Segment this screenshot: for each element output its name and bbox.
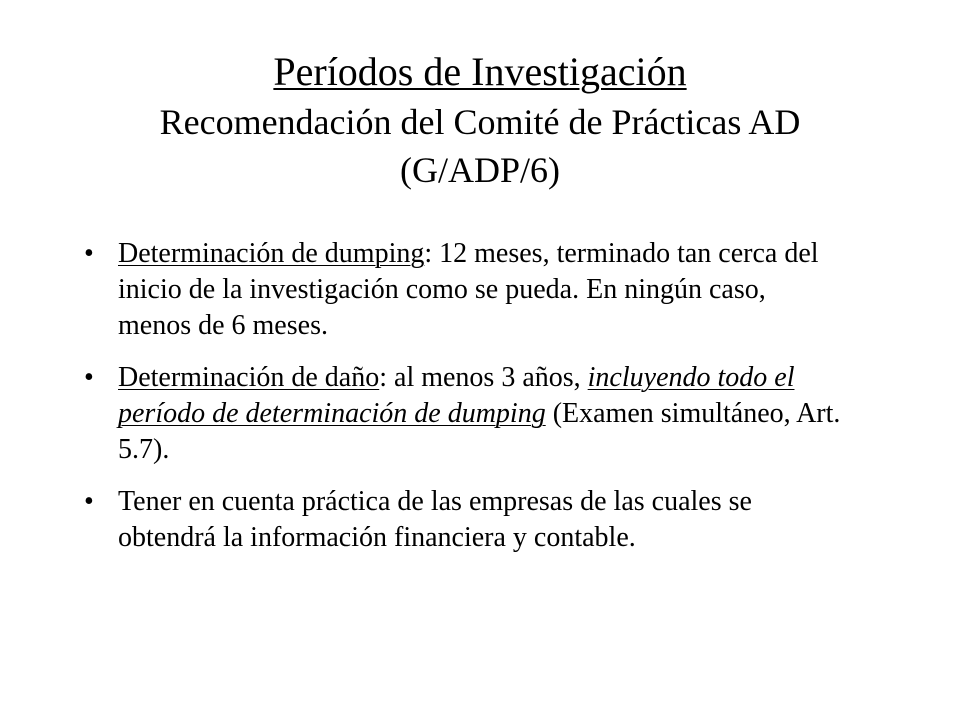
bullet-icon: • <box>84 486 94 517</box>
bullet-list <box>84 236 844 572</box>
bullet-text: : 12 meses, terminado tan cerca del inicio de la investigación como se pueda. En ningún caso, menos de 6 meses. <box>118 238 819 341</box>
bullet-tail: (Examen simultáneo, Art. 5.7). <box>118 398 841 465</box>
bullet-text: : al menos 3 años, <box>379 362 588 393</box>
bullet-emphasis: incluyendo todo el período de determinación de dumping <box>118 362 795 429</box>
subtitle-line-1: Recomendación del Comité de Prácticas AD <box>159 102 801 142</box>
subtitle-line-2: (G/ADP/6) <box>400 150 560 190</box>
bullet-lead: Determinación de daño <box>118 362 380 393</box>
bullet-text: Tener en cuenta práctica de las empresas de las cuales se obtendrá la información financiera y contable. <box>118 486 752 553</box>
bullet-icon: • <box>84 362 94 393</box>
bullet-item-dano <box>84 360 844 468</box>
bullet-item-practica <box>84 484 844 556</box>
bullet-item-dumping <box>84 236 844 344</box>
bullet-lead: Determinación de dumping <box>118 238 425 269</box>
title-block <box>60 48 900 192</box>
page-title: Períodos de Investigación <box>273 49 687 94</box>
bullet-icon: • <box>84 238 94 269</box>
